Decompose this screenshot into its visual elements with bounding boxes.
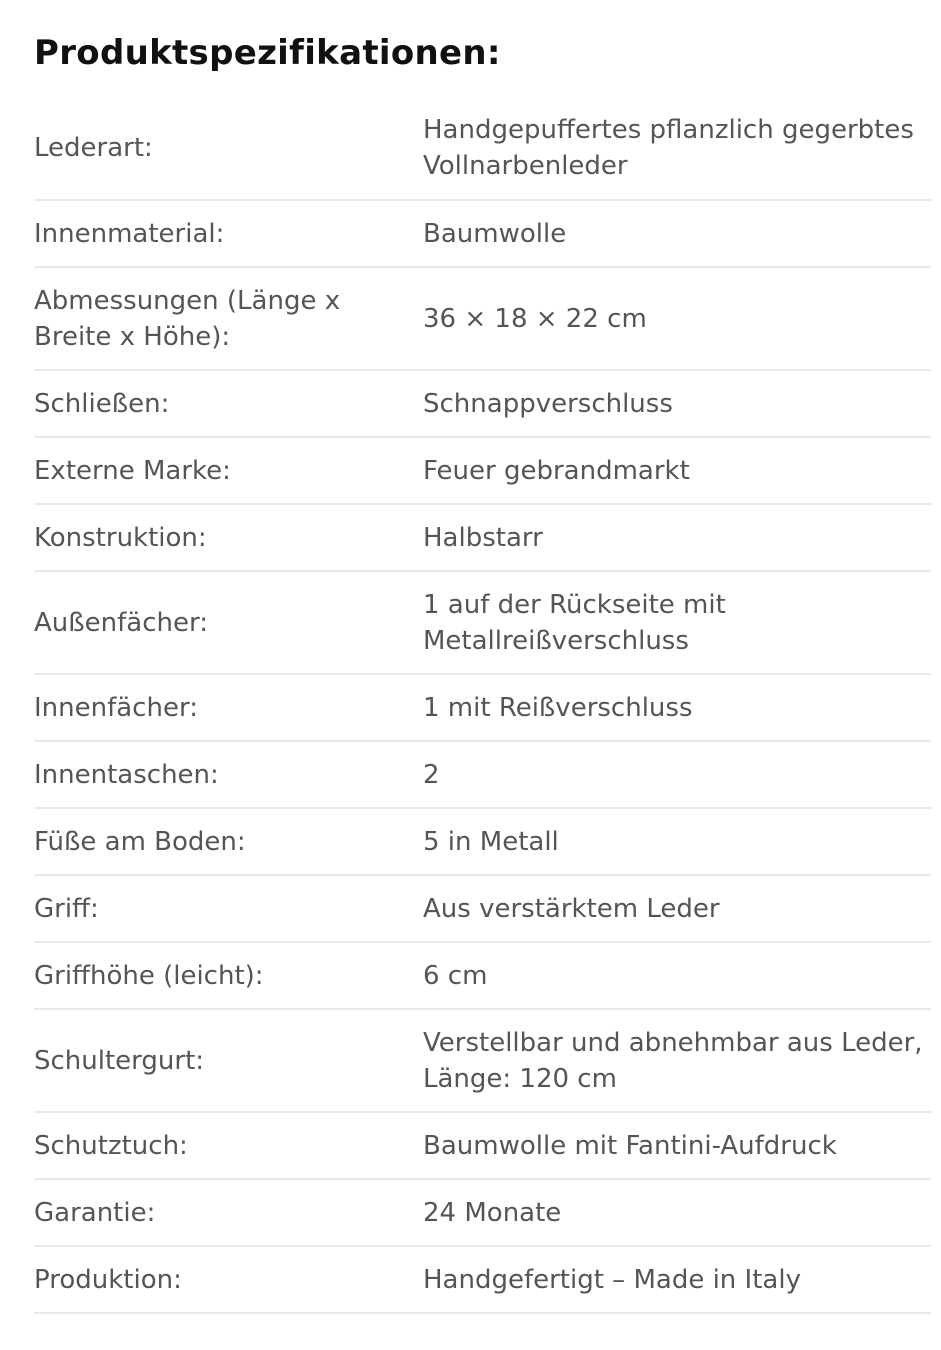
spec-table — [34, 97, 931, 1314]
page-title: Produktspezifikationen: — [34, 33, 501, 73]
spec-value: 2 — [423, 759, 440, 790]
spec-row-production — [34, 1247, 931, 1314]
spec-row-feet — [34, 809, 931, 876]
spec-label: Füße am Boden: — [34, 826, 246, 857]
spec-label: Innentaschen: — [34, 759, 219, 790]
spec-row-external-brand — [34, 438, 931, 505]
spec-value: Feuer gebrandmarkt — [423, 455, 690, 486]
spec-label: Schultergurt: — [34, 1045, 205, 1076]
spec-value: Baumwolle — [423, 218, 567, 249]
spec-label: Produktion: — [34, 1264, 182, 1295]
spec-value: 5 in Metall — [423, 826, 559, 857]
spec-row-construction — [34, 505, 931, 572]
spec-row-inner-bags — [34, 742, 931, 809]
spec-row-dust-bag — [34, 1113, 931, 1180]
spec-label: Griffhöhe (leicht): — [34, 960, 264, 991]
spec-label: Schließen: — [34, 388, 170, 419]
spec-value: Handgepuffertes pflanzlich gegerbtes Vollnarbenleder — [423, 115, 914, 181]
spec-value: Aus verstärktem Leder — [423, 893, 720, 924]
spec-row-dimensions — [34, 268, 931, 371]
spec-label: Garantie: — [34, 1197, 156, 1228]
spec-value: 24 Monate — [423, 1197, 562, 1228]
spec-label: Externe Marke: — [34, 455, 231, 486]
spec-row-shoulder-strap — [34, 1010, 931, 1113]
spec-value: 36 × 18 × 22 cm — [423, 303, 647, 334]
spec-row-outer-pockets — [34, 572, 931, 675]
spec-value: 1 mit Reißverschluss — [423, 692, 693, 723]
spec-label: Konstruktion: — [34, 522, 207, 553]
spec-value: Handgefertigt – Made in Italy — [423, 1264, 801, 1295]
spec-row-inner-material — [34, 201, 931, 268]
spec-row-leather — [34, 97, 931, 201]
spec-label: Innenfächer: — [34, 692, 198, 723]
spec-row-inner-pockets — [34, 675, 931, 742]
spec-label: Schutztuch: — [34, 1130, 188, 1161]
spec-row-handle-height — [34, 943, 931, 1010]
spec-value: 1 auf der Rückseite mit Metallreißverschluss — [423, 589, 726, 656]
spec-label: Innenmaterial: — [34, 218, 225, 249]
spec-value: 6 cm — [423, 960, 488, 991]
spec-value: Baumwolle mit Fantini-Aufdruck — [423, 1130, 837, 1161]
spec-label: Lederart: — [34, 133, 153, 163]
spec-value: Halbstarr — [423, 522, 543, 553]
spec-value: Verstellbar und abnehmbar aus Leder, Länge: 120 cm — [423, 1027, 923, 1094]
spec-label: Griff: — [34, 893, 99, 924]
spec-label: Außenfächer: — [34, 607, 208, 638]
spec-value: Schnappverschluss — [423, 388, 673, 419]
spec-row-closure — [34, 371, 931, 438]
spec-row-warranty — [34, 1180, 931, 1247]
spec-label: Abmessungen (Länge x Breite x Höhe): — [34, 285, 341, 352]
spec-row-handle — [34, 876, 931, 943]
